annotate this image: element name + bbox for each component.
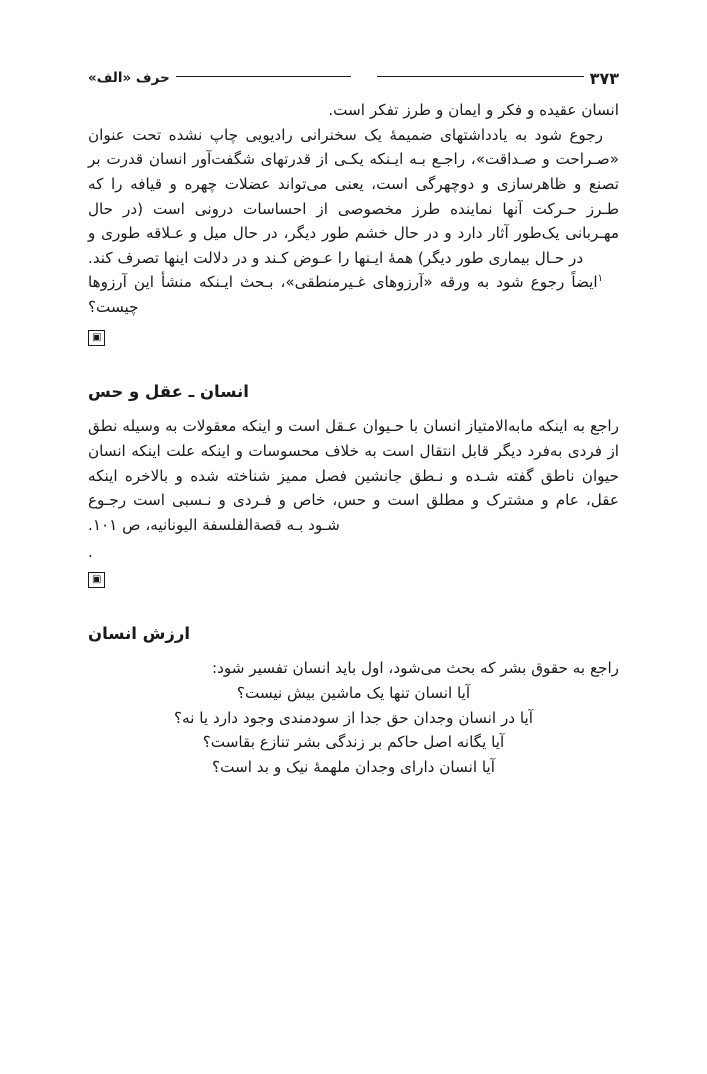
header-rule (176, 76, 584, 77)
question-item: آیا یگانه اصل حاکم بر زندگی بشر تنازع بقاست؟ (202, 733, 505, 752)
question-item: آیا انسان تنها یک ماشین بیش نیست؟ (236, 683, 471, 702)
section-title-1: انسان ـ عقل و حس (88, 381, 249, 401)
footnote-marker: ۱ (597, 273, 603, 285)
page-number: ۳۷۳ (589, 68, 619, 88)
section-1-paragraph: راجع به اینکه مابه‌الامتیاز انسان با حـیوان عـقل است و اینکه معقولات به وسیله نطق از فردی به‌فرد دیگر قابل انتقال است به خلاف محسوسات و اینکه علت اینکه انسان حیوان ناطق گفته شـده و نـطق جانشین فصل ممیز شناخته شده و بالاخره اینکه عقل، عام و مشترک و مطلق است و حس، خاص و فـردی و نـسبی است رجـوع شـود بـه قصةالفلسفة الیونانیه، ص ۱۰۱. (88, 417, 619, 534)
paragraph-3 (88, 270, 619, 319)
paragraph-2: رجوع شود به یادداشتهای ضمیمهٔ یک سخنرانی رادیویی چاپ نشده تحت عنوان «صـراحت و صـداقت»، راجـع بـه ایـنکه یکـی از قدرتهای شگفت‌آور انسان قدرت بر تصنع و ظاهرسازی و دوچهرگی است، یعنی می‌تواند عضلات چهره و قیافه را که طـرز حـرکت آنها نماینده طرز مخصوصی از احساسات درونی است (در حال مهـربانی یک‌طور آثار دارد و در حال خشم طور دیگر، در حال میل و عـلاقه طوری و در حـال بیماری طور دیگر) همهٔ ایـنها را عـوض کـند و در دلالت اینها تصرف کند. (88, 125, 619, 267)
spacer (88, 588, 619, 622)
spacer (88, 646, 619, 656)
question-list (88, 681, 619, 780)
paragraph-1: انسان عقیده و فکر و ایمان و طرز تفکر است. (328, 101, 619, 119)
ornament-glyph: ▣ (88, 330, 105, 346)
page-content (88, 98, 619, 779)
question-item: آیا انسان دارای وجدان ملهمهٔ نیک و بد است؟ (212, 757, 495, 776)
spacer (88, 404, 619, 414)
dot-mark: . (88, 542, 93, 561)
spacer (88, 538, 619, 548)
section-end-ornament-1 (88, 330, 619, 346)
running-head (88, 66, 619, 94)
spacer (88, 346, 619, 380)
section-end-ornament-2 (88, 572, 619, 588)
section-title-2: ارزش انسان (88, 623, 191, 643)
ornament-glyph: ▣ (88, 572, 105, 588)
section-2-intro: راجع به حقوق بشر که بحث می‌شود، اول باید انسان تفسیر شود: (212, 659, 619, 678)
chapter-label: حرف «الف» (88, 70, 170, 86)
question-item: آیا در انسان وجدان حق جدا از سودمندی وجود دارد یا نه؟ (174, 708, 533, 727)
paragraph-3-text: ایضاً رجوع شود به ورقه «آرزوهای غـیرمنطقی»، بـحث ایـنکه منشأ این آرزوها چیست؟ (88, 273, 598, 316)
